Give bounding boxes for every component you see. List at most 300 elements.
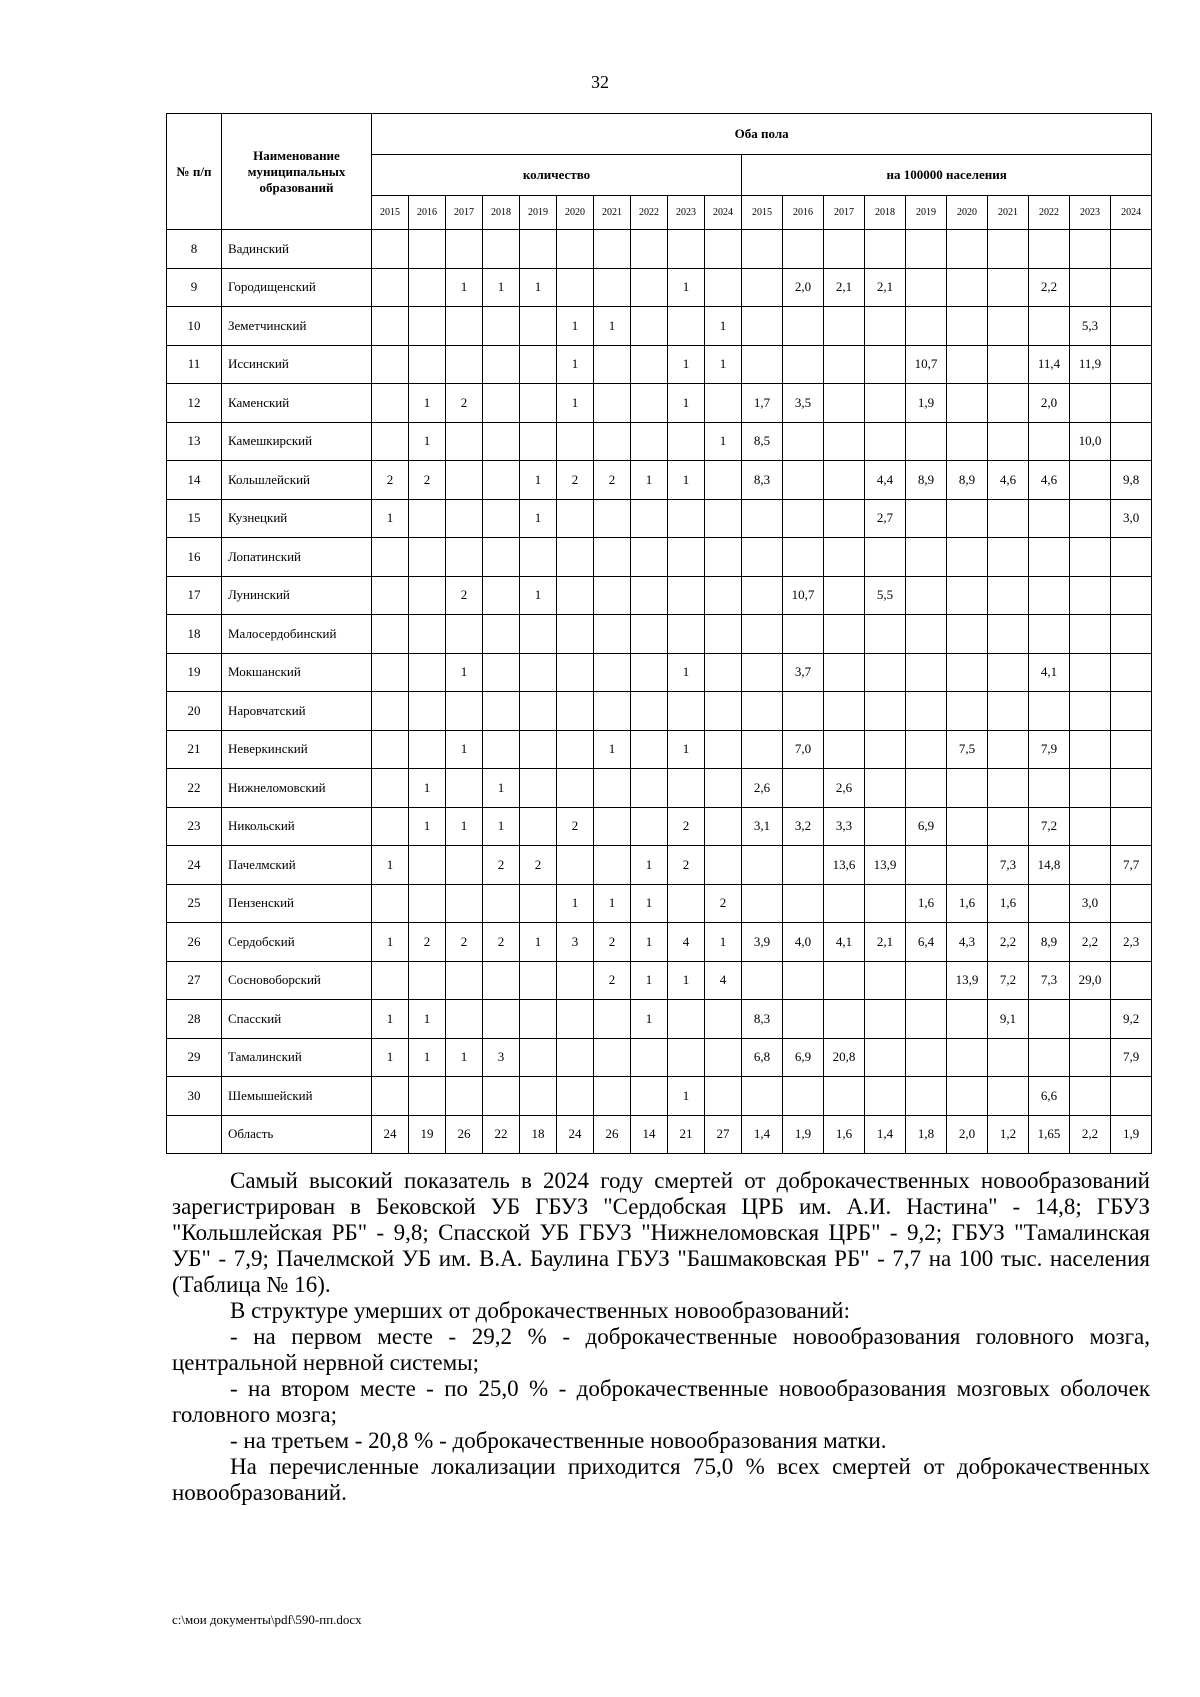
quantity-cell: [446, 884, 483, 923]
quantity-cell: 2: [594, 961, 631, 1000]
rate-cell: [1111, 615, 1152, 654]
quantity-cell: [557, 846, 594, 885]
row-number: 17: [167, 576, 222, 615]
rate-cell: 9,8: [1111, 461, 1152, 500]
row-municipality-name: Лопатинский: [222, 538, 372, 577]
quantity-cell: [631, 692, 668, 731]
row-municipality-name: Малосердобинский: [222, 615, 372, 654]
quantity-cell: [409, 499, 446, 538]
quantity-cell: 2: [409, 461, 446, 500]
quantity-cell: 1: [631, 461, 668, 500]
row-municipality-name: Городищенский: [222, 268, 372, 307]
rate-cell: [988, 422, 1029, 461]
quantity-cell: 2: [594, 461, 631, 500]
row-municipality-name: Мокшанский: [222, 653, 372, 692]
row-number: 29: [167, 1038, 222, 1077]
rate-cell: [742, 692, 783, 731]
quantity-cell: [372, 615, 409, 654]
row-number: 24: [167, 846, 222, 885]
quantity-cell: [594, 576, 631, 615]
rate-cell: [1111, 345, 1152, 384]
rate-cell: [783, 345, 824, 384]
rate-cell: 6,9: [783, 1038, 824, 1077]
quantity-cell: [557, 422, 594, 461]
rate-cell: [1029, 692, 1070, 731]
rate-cell: [824, 576, 865, 615]
rate-cell: [1029, 576, 1070, 615]
rate-cell: 7,7: [1111, 846, 1152, 885]
quantity-cell: [594, 1000, 631, 1039]
rate-cell: 7,9: [1029, 730, 1070, 769]
quantity-cell: [483, 653, 520, 692]
table-row: [167, 769, 1152, 808]
quantity-cell: 1: [557, 884, 594, 923]
quantity-cell: [668, 692, 705, 731]
rate-cell: 7,2: [988, 961, 1029, 1000]
rate-cell: [947, 230, 988, 269]
quantity-cell: [409, 615, 446, 654]
quantity-cell: [483, 1000, 520, 1039]
table-row: [167, 461, 1152, 500]
rate-cell: [1111, 807, 1152, 846]
rate-cell: 3,1: [742, 807, 783, 846]
rate-cell: [1111, 384, 1152, 423]
quantity-cell: [705, 230, 742, 269]
quantity-cell: [705, 807, 742, 846]
table-row: [167, 268, 1152, 307]
quantity-cell: [705, 576, 742, 615]
quantity-cell: [668, 307, 705, 346]
rate-cell: [783, 846, 824, 885]
quantity-cell: [557, 961, 594, 1000]
rate-cell: [1070, 1038, 1111, 1077]
quantity-cell: 1: [705, 307, 742, 346]
quantity-cell: [446, 538, 483, 577]
quantity-cell: [483, 730, 520, 769]
row-number: 19: [167, 653, 222, 692]
quantity-cell: 2: [372, 461, 409, 500]
rate-cell: 1,8: [906, 1115, 947, 1154]
rate-cell: 4,0: [783, 923, 824, 962]
rate-cell: [1111, 653, 1152, 692]
rate-cell: [1070, 230, 1111, 269]
rate-cell: [865, 345, 906, 384]
quantity-cell: 4: [705, 961, 742, 1000]
table-row: [167, 422, 1152, 461]
quantity-cell: [520, 615, 557, 654]
quantity-cell: [705, 1000, 742, 1039]
rate-cell: [906, 846, 947, 885]
quantity-cell: 1: [446, 807, 483, 846]
column-header-name: Наименование муниципальных образований: [222, 114, 372, 230]
rate-cell: [947, 538, 988, 577]
quantity-cell: [520, 538, 557, 577]
row-municipality-name: Пачелмский: [222, 846, 372, 885]
quantity-cell: [705, 769, 742, 808]
table-row: [167, 307, 1152, 346]
rate-cell: [824, 230, 865, 269]
paragraph-first-place: - на первом месте - 29,2 % - доброкачественные новообразования головного мозга, центральной нервной системы;: [172, 1324, 1150, 1375]
row-municipality-name: Лунинский: [222, 576, 372, 615]
row-number: 16: [167, 538, 222, 577]
rate-cell: 4,3: [947, 923, 988, 962]
rate-cell: [783, 769, 824, 808]
rate-cell: 8,9: [906, 461, 947, 500]
quantity-cell: [372, 422, 409, 461]
quantity-cell: [520, 961, 557, 1000]
quantity-cell: [594, 615, 631, 654]
quantity-cell: [446, 461, 483, 500]
year-header: 2015: [372, 196, 409, 230]
quantity-cell: [668, 884, 705, 923]
quantity-cell: [409, 230, 446, 269]
row-municipality-name: Шемышейский: [222, 1077, 372, 1116]
rate-cell: [1029, 422, 1070, 461]
row-municipality-name: Кузнецкий: [222, 499, 372, 538]
rate-cell: [906, 499, 947, 538]
rate-cell: [742, 615, 783, 654]
year-header: 2019: [906, 196, 947, 230]
quantity-cell: [594, 422, 631, 461]
rate-cell: [947, 615, 988, 654]
quantity-cell: [557, 230, 594, 269]
rate-cell: [947, 1077, 988, 1116]
quantity-cell: 1: [372, 846, 409, 885]
rate-cell: 4,1: [824, 923, 865, 962]
rate-cell: [947, 307, 988, 346]
quantity-cell: 1: [705, 422, 742, 461]
quantity-cell: [631, 576, 668, 615]
rate-cell: [1070, 384, 1111, 423]
rate-cell: [906, 1038, 947, 1077]
quantity-cell: [557, 653, 594, 692]
column-header-number: № п/п: [167, 114, 222, 230]
quantity-cell: [557, 615, 594, 654]
rate-cell: [742, 307, 783, 346]
rate-cell: 2,2: [1070, 1115, 1111, 1154]
rate-cell: [988, 615, 1029, 654]
rate-cell: 10,0: [1070, 422, 1111, 461]
rate-cell: 7,0: [783, 730, 824, 769]
quantity-cell: 24: [557, 1115, 594, 1154]
rate-cell: [988, 807, 1029, 846]
year-header: 2019: [520, 196, 557, 230]
quantity-cell: [594, 846, 631, 885]
rate-cell: 2,1: [865, 268, 906, 307]
quantity-cell: [631, 1077, 668, 1116]
rate-cell: [824, 538, 865, 577]
rate-cell: [783, 422, 824, 461]
quantity-cell: [446, 307, 483, 346]
quantity-cell: 1: [631, 961, 668, 1000]
quantity-cell: 2: [483, 923, 520, 962]
quantity-cell: [409, 884, 446, 923]
rate-cell: 3,7: [783, 653, 824, 692]
row-municipality-name: Тамалинский: [222, 1038, 372, 1077]
quantity-cell: [446, 769, 483, 808]
rate-cell: 2,3: [1111, 923, 1152, 962]
rate-cell: 8,9: [1029, 923, 1070, 962]
quantity-cell: [557, 268, 594, 307]
quantity-cell: 1: [372, 923, 409, 962]
quantity-cell: [520, 384, 557, 423]
rate-cell: [742, 1077, 783, 1116]
rate-cell: [742, 268, 783, 307]
column-header-per100k: на 100000 населения: [742, 155, 1152, 196]
quantity-cell: [483, 422, 520, 461]
rate-cell: [988, 730, 1029, 769]
quantity-cell: 1: [668, 730, 705, 769]
quantity-cell: [446, 615, 483, 654]
quantity-cell: 1: [483, 769, 520, 808]
quantity-cell: 1: [668, 345, 705, 384]
rate-cell: 11,4: [1029, 345, 1070, 384]
row-municipality-name: Неверкинский: [222, 730, 372, 769]
quantity-cell: [668, 538, 705, 577]
rate-cell: [947, 499, 988, 538]
rate-cell: [988, 345, 1029, 384]
rate-cell: [742, 653, 783, 692]
rate-cell: 7,9: [1111, 1038, 1152, 1077]
quantity-cell: [520, 1077, 557, 1116]
quantity-cell: [372, 769, 409, 808]
paragraph-second-place: - на втором месте - по 25,0 % - доброкачественные новообразования мозговых оболочек головного мозга;: [172, 1376, 1150, 1427]
rate-cell: [988, 384, 1029, 423]
quantity-cell: [631, 730, 668, 769]
rate-cell: [906, 1000, 947, 1039]
row-municipality-name: Область: [222, 1115, 372, 1154]
quantity-cell: [705, 461, 742, 500]
rate-cell: 4,4: [865, 461, 906, 500]
rate-cell: [1070, 1077, 1111, 1116]
quantity-cell: [557, 576, 594, 615]
quantity-cell: [557, 730, 594, 769]
quantity-cell: [705, 1038, 742, 1077]
rate-cell: [742, 730, 783, 769]
rate-cell: [1111, 538, 1152, 577]
quantity-cell: 2: [668, 846, 705, 885]
rate-cell: 3,9: [742, 923, 783, 962]
row-number: 25: [167, 884, 222, 923]
quantity-cell: [483, 230, 520, 269]
row-number: 27: [167, 961, 222, 1000]
row-number: 9: [167, 268, 222, 307]
quantity-cell: [483, 345, 520, 384]
rate-cell: [947, 576, 988, 615]
quantity-cell: [520, 884, 557, 923]
quantity-cell: 1: [668, 461, 705, 500]
rate-cell: 20,8: [824, 1038, 865, 1077]
rate-cell: [1029, 1000, 1070, 1039]
rate-cell: [865, 230, 906, 269]
quantity-cell: 3: [483, 1038, 520, 1077]
table-row: [167, 1077, 1152, 1116]
quantity-cell: [372, 230, 409, 269]
table-row: [167, 923, 1152, 962]
rate-cell: 8,9: [947, 461, 988, 500]
quantity-cell: [705, 653, 742, 692]
rate-cell: [988, 692, 1029, 731]
rate-cell: [783, 499, 824, 538]
rate-cell: 2,0: [947, 1115, 988, 1154]
quantity-cell: [594, 538, 631, 577]
table-row: [167, 807, 1152, 846]
rate-cell: [865, 1077, 906, 1116]
quantity-cell: 26: [594, 1115, 631, 1154]
quantity-cell: [631, 769, 668, 808]
quantity-cell: 2: [668, 807, 705, 846]
quantity-cell: 2: [446, 923, 483, 962]
rate-cell: [1029, 538, 1070, 577]
rate-cell: [1070, 730, 1111, 769]
quantity-cell: [631, 230, 668, 269]
paragraph-top-indicator: Самый высокий показатель в 2024 году смертей от доброкачественных новообразований зарегистрирован в Бековской УБ ГБУЗ "Сердобская ЦРБ им. А.И. Настина" - 14,8; ГБУЗ "Кольшлейская РБ" - 9,8; Спасской УБ ГБУЗ "Нижнеломовская ЦРБ" - 9,2; ГБУЗ "Тамалинская УБ" - 7,9; Пачелмской УБ им. В.А. Баулина ГБУЗ "Башмаковская РБ" - 7,7 на 100 тыс. населения (Таблица № 16).: [172, 1168, 1150, 1297]
quantity-cell: [594, 499, 631, 538]
quantity-cell: [631, 384, 668, 423]
quantity-cell: [594, 268, 631, 307]
rate-cell: [824, 384, 865, 423]
rate-cell: 3,2: [783, 807, 824, 846]
year-header: 2022: [631, 196, 668, 230]
rate-cell: 7,3: [988, 846, 1029, 885]
quantity-cell: [557, 692, 594, 731]
quantity-cell: [409, 692, 446, 731]
rate-cell: [865, 807, 906, 846]
quantity-cell: [520, 769, 557, 808]
rate-cell: 1,6: [947, 884, 988, 923]
rate-cell: [824, 961, 865, 1000]
quantity-cell: 2: [705, 884, 742, 923]
quantity-cell: [446, 230, 483, 269]
rate-cell: [1070, 576, 1111, 615]
quantity-cell: 1: [520, 461, 557, 500]
quantity-cell: [483, 692, 520, 731]
quantity-cell: 1: [705, 345, 742, 384]
row-municipality-name: Каменский: [222, 384, 372, 423]
quantity-cell: 14: [631, 1115, 668, 1154]
quantity-cell: [668, 576, 705, 615]
quantity-cell: 1: [409, 1038, 446, 1077]
quantity-cell: [409, 576, 446, 615]
year-header: 2021: [594, 196, 631, 230]
rate-cell: 6,4: [906, 923, 947, 962]
quantity-cell: 1: [668, 268, 705, 307]
quantity-cell: 1: [409, 422, 446, 461]
quantity-cell: [446, 345, 483, 384]
quantity-cell: [372, 268, 409, 307]
quantity-cell: [557, 1038, 594, 1077]
row-municipality-name: Наровчатский: [222, 692, 372, 731]
table-row: [167, 615, 1152, 654]
quantity-cell: [631, 307, 668, 346]
rate-cell: 2,2: [1029, 268, 1070, 307]
rate-cell: 2,6: [742, 769, 783, 808]
quantity-cell: 1: [520, 576, 557, 615]
rate-cell: [865, 307, 906, 346]
rate-cell: [1111, 230, 1152, 269]
rate-cell: [1070, 538, 1111, 577]
rate-cell: 11,9: [1070, 345, 1111, 384]
row-municipality-name: Иссинский: [222, 345, 372, 384]
row-number: 30: [167, 1077, 222, 1116]
quantity-cell: [520, 807, 557, 846]
rate-cell: [824, 692, 865, 731]
rate-cell: [865, 769, 906, 808]
rate-cell: [906, 422, 947, 461]
rate-cell: [1070, 499, 1111, 538]
rate-cell: 7,5: [947, 730, 988, 769]
rate-cell: 2,1: [824, 268, 865, 307]
quantity-cell: 1: [594, 884, 631, 923]
rate-cell: 2,7: [865, 499, 906, 538]
rate-cell: [824, 884, 865, 923]
column-header-both-sexes: Оба пола: [372, 114, 1152, 155]
quantity-cell: [483, 461, 520, 500]
quantity-cell: [594, 653, 631, 692]
rate-cell: 9,2: [1111, 1000, 1152, 1039]
rate-cell: [906, 268, 947, 307]
table-row: [167, 1038, 1152, 1077]
quantity-cell: [520, 307, 557, 346]
quantity-cell: [631, 538, 668, 577]
quantity-cell: [520, 730, 557, 769]
quantity-cell: [372, 538, 409, 577]
rate-cell: [947, 268, 988, 307]
year-header: 2020: [947, 196, 988, 230]
quantity-cell: [409, 307, 446, 346]
quantity-cell: [446, 499, 483, 538]
rate-cell: 4,6: [988, 461, 1029, 500]
rate-cell: [947, 807, 988, 846]
rate-cell: 1,4: [742, 1115, 783, 1154]
quantity-cell: [483, 884, 520, 923]
rate-cell: 4,6: [1029, 461, 1070, 500]
rate-cell: [988, 538, 1029, 577]
quantity-cell: [594, 230, 631, 269]
row-municipality-name: Нижнеломовский: [222, 769, 372, 808]
quantity-cell: [409, 846, 446, 885]
rate-cell: 3,5: [783, 384, 824, 423]
rate-cell: [783, 1000, 824, 1039]
quantity-cell: 1: [520, 923, 557, 962]
quantity-cell: 1: [409, 769, 446, 808]
quantity-cell: [668, 422, 705, 461]
quantity-cell: [705, 499, 742, 538]
rate-cell: [742, 499, 783, 538]
quantity-cell: 2: [520, 846, 557, 885]
rate-cell: [824, 499, 865, 538]
rate-cell: [988, 769, 1029, 808]
column-header-quantity: количество: [372, 155, 742, 196]
quantity-cell: [520, 422, 557, 461]
quantity-cell: 1: [372, 1000, 409, 1039]
quantity-cell: [372, 692, 409, 731]
quantity-cell: [705, 538, 742, 577]
quantity-cell: [409, 1077, 446, 1116]
rate-cell: [1070, 846, 1111, 885]
rate-cell: [906, 653, 947, 692]
quantity-cell: 1: [483, 807, 520, 846]
rate-cell: 5,3: [1070, 307, 1111, 346]
rate-cell: [1111, 884, 1152, 923]
paragraph-summary: На перечисленные локализации приходится 75,0 % всех смертей от доброкачественных новообразований.: [172, 1454, 1150, 1505]
quantity-cell: 1: [409, 1000, 446, 1039]
year-header: 2017: [824, 196, 865, 230]
quantity-cell: [594, 384, 631, 423]
year-header: 2015: [742, 196, 783, 230]
row-municipality-name: Пензенский: [222, 884, 372, 923]
rate-cell: [865, 615, 906, 654]
